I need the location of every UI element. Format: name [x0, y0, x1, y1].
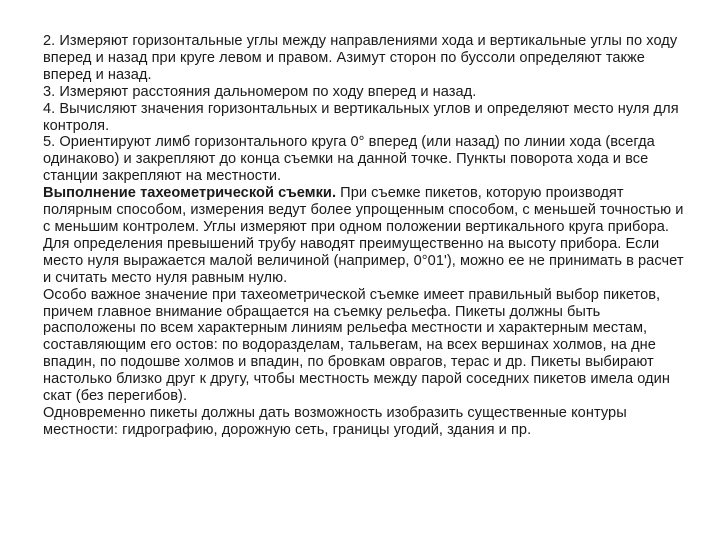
paragraph-step-3 [43, 84, 693, 101]
paragraph-text: 3. Измеряют расстояния дальномером по ходу вперед и назад. [43, 83, 477, 100]
paragraph-text: 2. Измеряют горизонтальные углы между направлениями хода и вертикальные углы по ходу вперед и назад при круге левом и правом. Азимут сторон по буссоли определяют также вперед и назад. [43, 33, 678, 83]
paragraph-text: Одновременно пикеты должны дать возможность изобразить существенные контуры местности: гидрографию, дорожную сеть, границы угодий, здания и пр. [43, 404, 627, 438]
section-heading: Выполнение тахеометрической съемки. [43, 185, 337, 202]
paragraph-contours [43, 405, 693, 439]
paragraph-picket-selection [43, 287, 693, 405]
document-page [43, 33, 693, 439]
paragraph-step-4 [43, 101, 693, 135]
paragraph-survey-execution [43, 185, 693, 286]
paragraph-text: 4. Вычисляют значения горизонтальных и вертикальных углов и определяют место нуля для контроля. [43, 100, 679, 134]
paragraph-step-2 [43, 33, 693, 84]
paragraph-text: 5. Ориентируют лимб горизонтального круга 0° вперед (или назад) по линии хода (всегда одинаково) и закрепляют до конца съемки на данной точке. Пункты поворота хода и все станции закрепляют на местности. [43, 134, 655, 185]
paragraph-text: При съемке пикетов, которую производят полярным способом, измерения ведут более упрощенным способом, с меньшей точностью и с меньшим контролем. Углы измеряют при одном положении вертикального круга прибора. Для определения превышений трубу наводят преимущественно на высоту прибора. Если место нуля выражается малой величиной (например, 0°01'), можно ее не принимать в расчет и считать место нуля равным нулю. [43, 185, 684, 286]
paragraph-step-5 [43, 134, 693, 185]
paragraph-text: Особо важное значение при тахеометрической съемке имеет правильный выбор пикетов, причем главное внимание обращается на съемку рельефа. Пикеты должны быть расположены по всем характерным линиям рельефа местности и характерным местам, составляющим его остов: по водоразделам, тальвегам, на всех вершинах холмов, на дне впадин, по подошве холмов и впадин, по бровкам оврагов, терас и др. Пикеты выбирают настолько близко друг к другу, чтобы местность между парой соседних пикетов имела один скат (без перегибов). [43, 286, 670, 405]
